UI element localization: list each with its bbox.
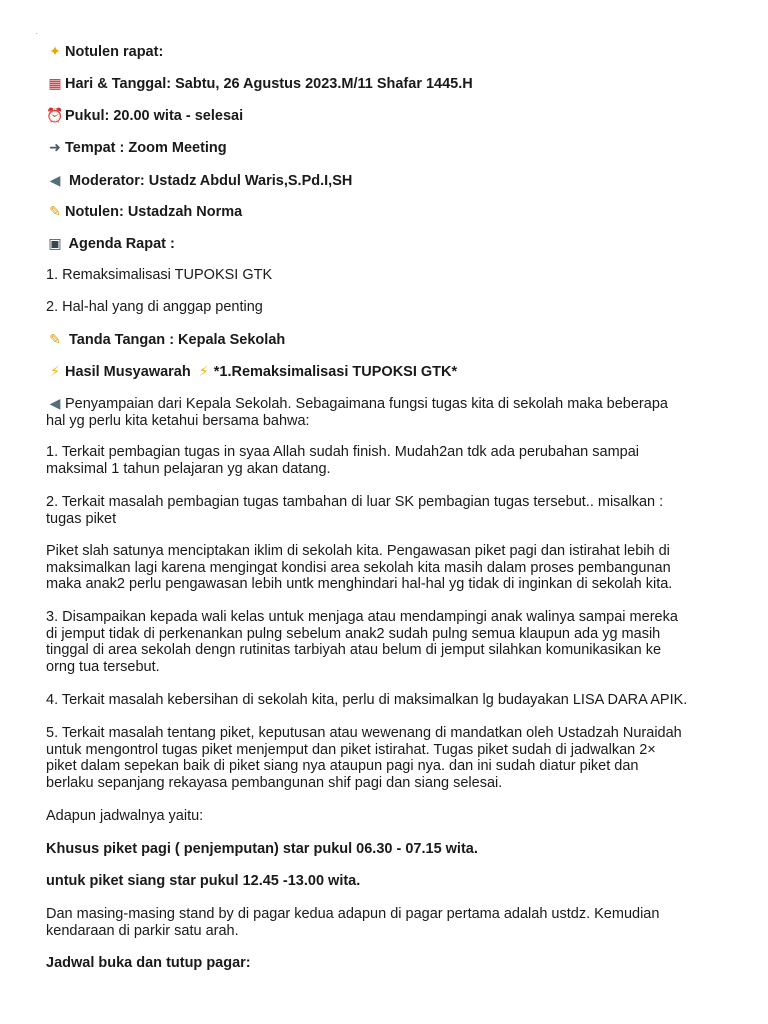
signature-line: ✎ Tanda Tangan : Kepala Sekolah bbox=[46, 331, 285, 349]
agenda-item-2: 2. Hal-hal yang di anggap penting bbox=[46, 299, 263, 315]
scan-dot: . bbox=[36, 30, 38, 36]
piket-pagi-schedule: Khusus piket pagi ( penjemputan) star pukul 06.30 - 07.15 wita. bbox=[46, 841, 478, 857]
meeting-time: ⏰Pukul: 20.00 wita - selesai bbox=[46, 107, 244, 124]
standby-paragraph: Dan masing-masing stand by di pagar kedua adapun di pagar pertama adalah ustdz. Kemudian kendaraan di parkir satu arah. bbox=[46, 906, 660, 939]
speaker-icon: ◀ bbox=[49, 172, 61, 188]
point-5: 5. Terkait masalah tentang piket, keputusan atau wewenang di mandatkan oleh Ustadzah Nuraidah untuk mengontrol tugas piket menjemput dan piket istirahat. Tugas piket sudah di jadwalkan 2× piket dalam sepekan baik di piket siang nya ataupun pagi nya. dan ini sudah diatur piket dan berlaku sepanjang rekayasa pembangunan shif pagi dan siang selesai. bbox=[46, 725, 682, 791]
point-4: 4. Terkait masalah kebersihan di sekolah kita, perlu di maksimalkan lg budayakan LISA DARA APIK. bbox=[46, 692, 688, 708]
jadwal-intro: Adapun jadwalnya yaitu: bbox=[46, 808, 204, 824]
sparkle-icon: ✦ bbox=[49, 43, 61, 59]
alarm-clock-icon: ⏰ bbox=[46, 107, 64, 123]
phone-arrow-icon: ➜ bbox=[49, 139, 61, 155]
point-1: 1. Terkait pembagian tugas in syaa Allah sudah finish. Mudah2an tdk ada perubahan sampai maksimal 1 tahun pelajaran yg akan datang. bbox=[46, 444, 640, 477]
jadwal-pagar-heading: Jadwal buka dan tutup pagar: bbox=[46, 955, 251, 971]
speaker-icon: ◀ bbox=[49, 395, 61, 411]
minutes-title: ✦ Notulen rapat: bbox=[46, 43, 163, 61]
meeting-date: ▦ Hari & Tanggal: Sabtu, 26 Agustus 2023.M/11 Shafar 1445.H bbox=[46, 75, 473, 93]
agenda-item-1: 1. Remaksimalisasi TUPOKSI GTK bbox=[46, 267, 273, 283]
agenda-title: ▣ Agenda Rapat : bbox=[46, 235, 175, 253]
hasil-musyawarah-heading: ⚡ Hasil Musyawarah ⚡ *1.Remaksimalisasi TUPOKSI GTK* bbox=[46, 363, 457, 381]
point-3: 3. Disampaikan kepada wali kelas untuk menjaga atau mendampingi anak walinya sampai mereka di jemput tidak di perkenankan pulng sebelum anak2 sudah pulng semua klaupun ada yg masih tinggal di area sekolah dengn rutinitas tarbiyah atau belum di jemput silahkan komunikasikan ke orng tua tersebut. bbox=[46, 609, 678, 675]
notebook-icon: ▣ bbox=[48, 235, 62, 251]
meeting-place: ➜ Tempat : Zoom Meeting bbox=[46, 139, 227, 157]
memo-icon: ✎ bbox=[49, 203, 61, 219]
point-2: 2. Terkait masalah pembagian tugas tambahan di luar SK pembagian tugas tersebut.. misalkan : tugas piket bbox=[46, 494, 664, 527]
meeting-moderator: ◀ Moderator: Ustadz Abdul Waris,S.Pd.I,SH bbox=[46, 172, 352, 190]
piket-paragraph: Piket slah satunya menciptakan iklim di sekolah kita. Pengawasan piket pagi dan istirahat lebih di maksimalkan lagi karena mengingat kondisi area sekolah kita masih dalam proses pembangunan maka anak2 perlu pengawasan lebih untk menghindari hal-hal yg tidak di inginkan di sekolah kita. bbox=[46, 543, 673, 592]
piket-siang-schedule: untuk piket siang star pukul 12.45 -13.00 wita. bbox=[46, 873, 361, 889]
meeting-notulen: ✎ Notulen: Ustadzah Norma bbox=[46, 203, 242, 221]
lightning-icon: ⚡ bbox=[198, 363, 209, 379]
memo-icon: ✎ bbox=[49, 331, 61, 347]
calendar-icon: ▦ bbox=[48, 75, 62, 91]
intro-paragraph: ◀ Penyampaian dari Kepala Sekolah. Sebagaimana fungsi tugas kita di sekolah maka beberapa hal yg perlu kita ketahui bersama bahwa: bbox=[46, 395, 668, 429]
lightning-icon: ⚡ bbox=[50, 363, 60, 379]
